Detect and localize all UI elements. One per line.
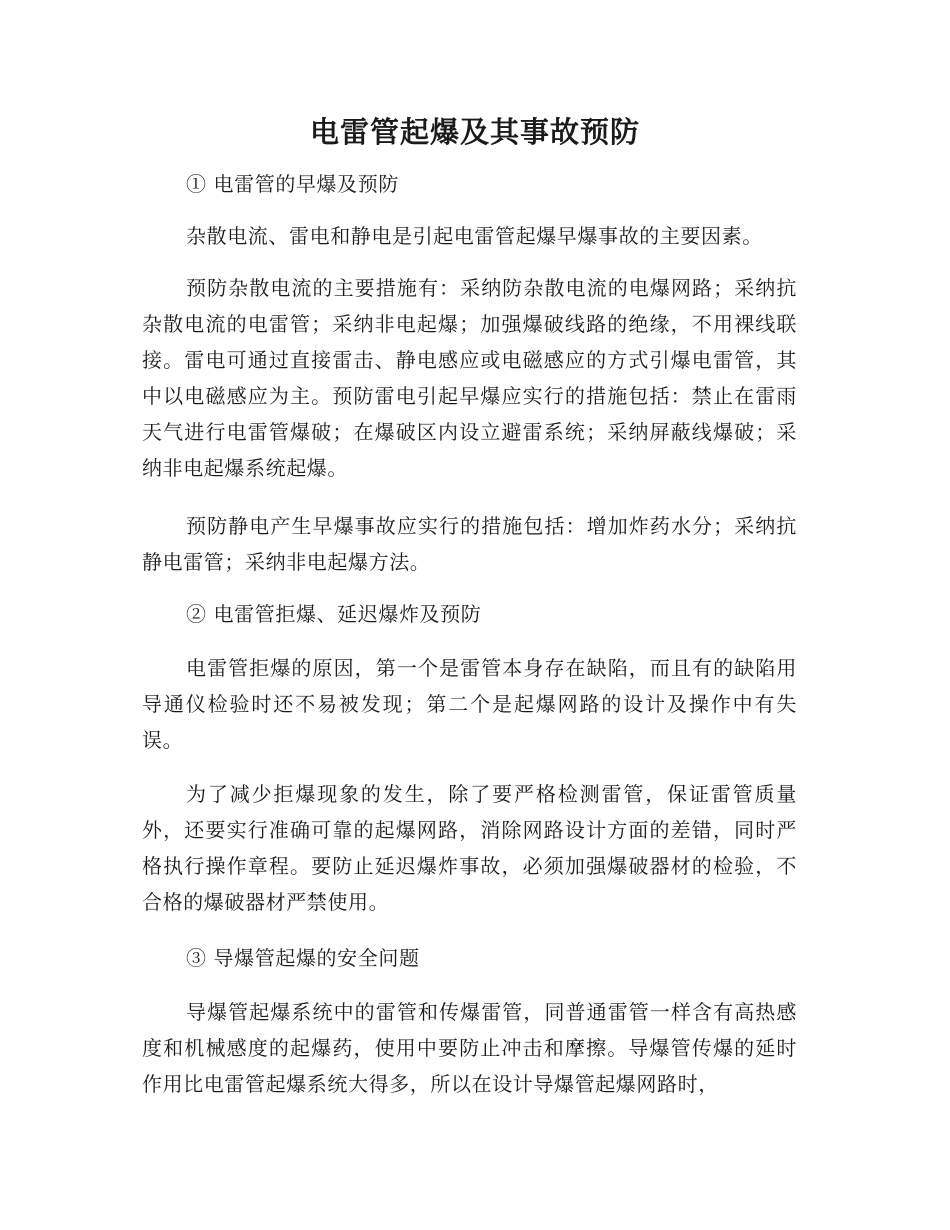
section-heading-1: ① 电雷管的早爆及预防 (186, 172, 399, 196)
section-heading-2: ② 电雷管拒爆、延迟爆炸及预防 (186, 602, 482, 626)
paragraph: 电雷管拒爆的原因，第一个是雷管本身存在缺陷，而且有的缺陷用导通仪检验时还不易被发现；第二个是起爆网路的设计及操作中有失误。 (142, 656, 797, 752)
section-heading-3: ③ 导爆管起爆的安全问题 (186, 946, 420, 970)
paragraph: 预防杂散电流的主要措施有：采纳防杂散电流的电爆网路；采纳抗杂散电流的电雷管；采纳非电起爆；加强爆破线路的绝缘，不用裸线联接。雷电可通过直接雷击、静电感应或电磁感应的方式引爆电雷管，其中以电磁感应为主。预防雷电引起早爆应实行的措施包括：禁止在雷雨天气进行电雷管爆破；在爆破区内设立避雷系统；采纳屏蔽线爆破；采纳非电起爆系统起爆。 (142, 276, 797, 480)
document-title: 电雷管起爆及其事故预防 (309, 115, 640, 149)
paragraph: 导爆管起爆系统中的雷管和传爆雷管，同普通雷管一样含有高热感度和机械感度的起爆药，使用中要防止冲击和摩擦。导爆管传爆的延时作用比电雷管起爆系统大得多，所以在设计导爆管起爆网路时， (142, 1000, 797, 1096)
paragraph: 预防静电产生早爆事故应实行的措施包括：增加炸药水分；采纳抗静电雷管；采纳非电起爆方法。 (142, 514, 797, 574)
paragraph: 为了减少拒爆现象的发生，除了要严格检测雷管，保证雷管质量外，还要实行准确可靠的起爆网路，消除网路设计方面的差错，同时严格执行操作章程。要防止延迟爆炸事故，必须加强爆破器材的检验，不合格的爆破器材严禁使用。 (142, 782, 797, 914)
paragraph: 杂散电流、雷电和静电是引起电雷管起爆早爆事故的主要因素。 (186, 224, 763, 248)
